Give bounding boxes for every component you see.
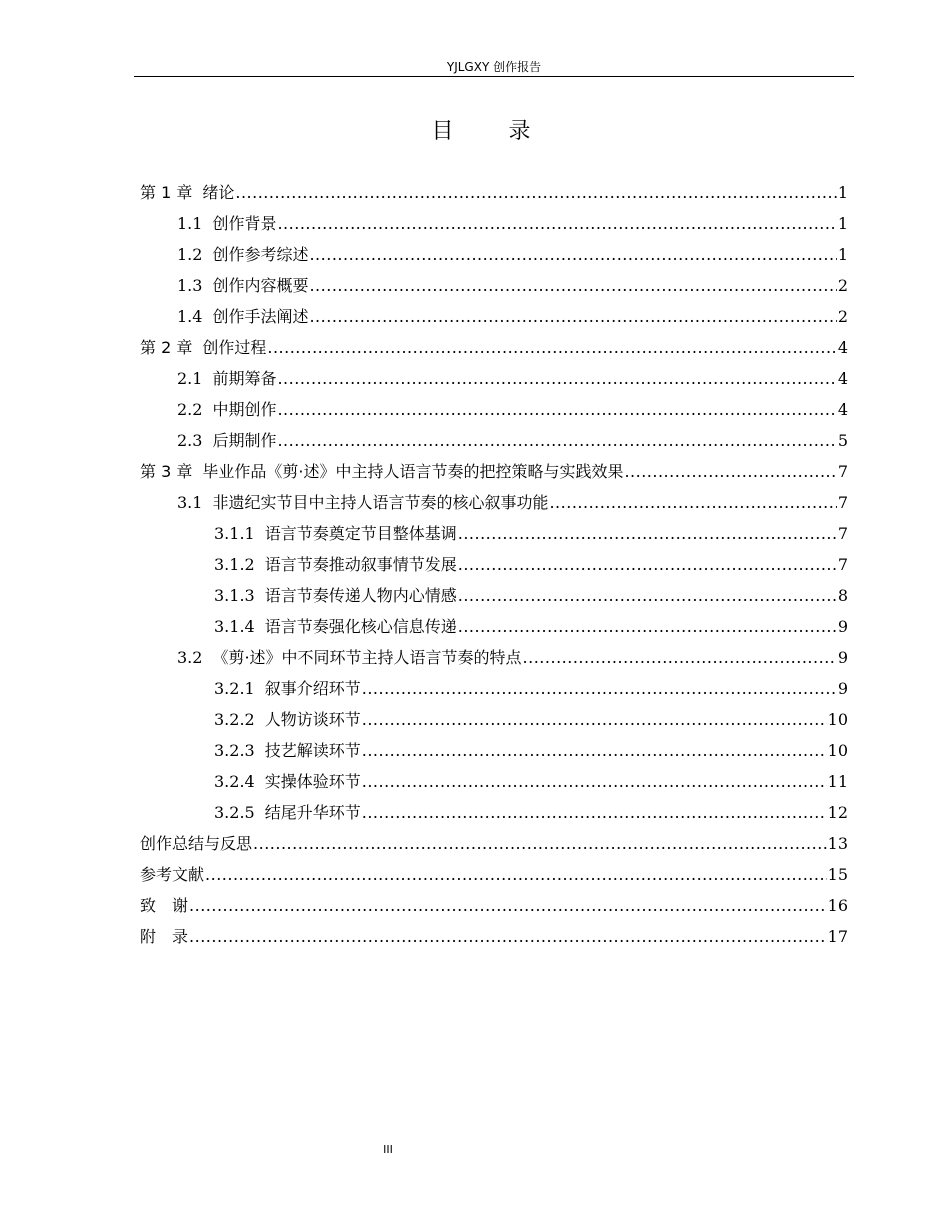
toc-entry-number: 1.2 [177, 245, 203, 264]
toc-entry-appendix[interactable] [140, 921, 848, 952]
toc-entry-text: 非遗纪实节目中主持人语言节奏的核心叙事功能 [212, 493, 549, 512]
toc-entry-page: 4 [837, 369, 848, 388]
dot-leader [309, 239, 836, 270]
toc-entry-number: 第 1 章 [140, 183, 193, 202]
toc-entry-text: 结尾升华环节 [264, 803, 361, 822]
toc-entry-text: 创作背景 [212, 214, 277, 233]
dot-leader [277, 425, 836, 456]
toc-entry-summary[interactable] [140, 828, 848, 859]
dot-leader [205, 859, 827, 890]
toc-entry-text: 创作内容概要 [212, 276, 309, 295]
toc-entry-page: 1 [837, 214, 848, 233]
toc-entry-ch1[interactable] [140, 177, 848, 208]
toc-entry-text: 后期制作 [212, 431, 277, 450]
table-of-contents [140, 177, 848, 952]
toc-entry-page: 9 [837, 648, 848, 667]
toc-entry-number: 第 3 章 [140, 462, 193, 481]
dot-leader [523, 642, 837, 673]
toc-entry-text: 技艺解读环节 [264, 741, 361, 760]
dot-leader [235, 177, 836, 208]
dot-leader [362, 766, 827, 797]
toc-entry-text: 创作过程 [202, 338, 267, 357]
toc-entry-text: 中期创作 [212, 400, 277, 419]
toc-entry-number: 1.1 [177, 214, 203, 233]
dot-leader [362, 673, 837, 704]
toc-entry-number: 3.2.4 [214, 772, 255, 791]
toc-entry-1-1[interactable] [140, 208, 848, 239]
toc-entry-text: 前期筹备 [212, 369, 277, 388]
toc-entry-text: 语言节奏推动叙事情节发展 [264, 555, 457, 574]
toc-entry-number: 3.2.2 [214, 710, 255, 729]
toc-entry-number: 3.1.3 [214, 586, 255, 605]
toc-entry-text: 叙事介绍环节 [264, 679, 361, 698]
toc-entry-3-1-3[interactable] [140, 580, 848, 611]
dot-leader [277, 363, 836, 394]
toc-entry-text: 创作手法阐述 [212, 307, 309, 326]
toc-entry-3-2-5[interactable] [140, 797, 848, 828]
toc-entry-text: 参考文献 [140, 865, 205, 884]
page-header: YJLGXY 创作报告 [446, 60, 542, 74]
toc-entry-page: 7 [837, 493, 848, 512]
toc-entry-page: 7 [837, 524, 848, 543]
toc-entry-page: 2 [837, 276, 848, 295]
toc-entry-number: 3.1 [177, 493, 203, 512]
page-number-footer: III [383, 1143, 393, 1156]
toc-entry-3-1-2[interactable] [140, 549, 848, 580]
dot-leader [277, 208, 836, 239]
toc-entry-text: 致 谢 [140, 896, 189, 915]
toc-entry-number: 1.4 [177, 307, 203, 326]
toc-entry-page: 8 [837, 586, 848, 605]
toc-entry-number: 2.2 [177, 400, 203, 419]
toc-entry-number: 3.2.3 [214, 741, 255, 760]
toc-title: 目 录 [431, 119, 555, 144]
toc-entry-page: 5 [837, 431, 848, 450]
toc-entry-page: 2 [837, 307, 848, 326]
toc-entry-page: 4 [837, 400, 848, 419]
toc-entry-text: 语言节奏传递人物内心情感 [264, 586, 457, 605]
dot-leader [362, 735, 827, 766]
dot-leader [458, 580, 837, 611]
toc-entry-3-1-1[interactable] [140, 518, 848, 549]
toc-entry-page: 9 [837, 617, 848, 636]
toc-entry-3-2-1[interactable] [140, 673, 848, 704]
toc-entry-page: 7 [837, 555, 848, 574]
toc-entry-ch3[interactable] [140, 456, 848, 487]
toc-entry-page: 1 [837, 245, 848, 264]
toc-entry-page: 4 [837, 338, 848, 357]
toc-entry-page: 7 [837, 462, 848, 481]
dot-leader [267, 332, 836, 363]
toc-entry-page: 1 [837, 183, 848, 202]
dot-leader [362, 797, 827, 828]
toc-entry-number: 第 2 章 [140, 338, 193, 357]
toc-entry-ch2[interactable] [140, 332, 848, 363]
toc-entry-acknowledgements[interactable] [140, 890, 848, 921]
toc-entry-page: 9 [837, 679, 848, 698]
toc-entry-3-2[interactable] [140, 642, 848, 673]
toc-entry-page: 17 [827, 927, 848, 946]
toc-entry-text: 绪论 [202, 183, 235, 202]
dot-leader [362, 704, 827, 735]
toc-entry-page: 13 [827, 834, 848, 853]
toc-entry-3-2-3[interactable] [140, 735, 848, 766]
toc-entry-1-2[interactable] [140, 239, 848, 270]
dot-leader [458, 611, 837, 642]
toc-entry-text: 语言节奏奠定节目整体基调 [264, 524, 457, 543]
toc-entry-number: 3.1.4 [214, 617, 255, 636]
toc-entry-text: 创作参考综述 [212, 245, 309, 264]
dot-leader [309, 301, 836, 332]
toc-entry-3-2-2[interactable] [140, 704, 848, 735]
toc-entry-page: 11 [827, 772, 848, 791]
toc-entry-number: 3.2.5 [214, 803, 255, 822]
toc-entry-number: 3.1.1 [214, 524, 255, 543]
toc-entry-3-1[interactable] [140, 487, 848, 518]
toc-entry-number: 2.3 [177, 431, 203, 450]
toc-entry-text: 《剪·述》中不同环节主持人语言节奏的特点 [212, 648, 522, 667]
toc-entry-page: 10 [827, 710, 848, 729]
toc-entry-page: 15 [827, 865, 848, 884]
toc-entry-3-1-4[interactable] [140, 611, 848, 642]
toc-entry-1-4[interactable] [140, 301, 848, 332]
dot-leader [253, 828, 827, 859]
dot-leader [277, 394, 836, 425]
header-rule [134, 76, 854, 77]
toc-entry-text: 实操体验环节 [264, 772, 361, 791]
toc-entry-2-3[interactable] [140, 425, 848, 456]
toc-entry-text: 人物访谈环节 [264, 710, 361, 729]
dot-leader [624, 456, 836, 487]
dot-leader [549, 487, 836, 518]
toc-entry-2-1[interactable] [140, 363, 848, 394]
toc-entry-page: 10 [827, 741, 848, 760]
dot-leader [458, 549, 837, 580]
toc-entry-number: 3.2.1 [214, 679, 255, 698]
dot-leader [458, 518, 837, 549]
toc-entry-text: 附 录 [140, 927, 189, 946]
toc-entry-number: 3.2 [177, 648, 203, 667]
dot-leader [189, 890, 827, 921]
toc-entry-page: 12 [827, 803, 848, 822]
dot-leader [309, 270, 836, 301]
toc-entry-number: 3.1.2 [214, 555, 255, 574]
toc-entry-number: 1.3 [177, 276, 203, 295]
toc-entry-3-2-4[interactable] [140, 766, 848, 797]
toc-entry-text: 创作总结与反思 [140, 834, 253, 853]
toc-entry-text: 毕业作品《剪·述》中主持人语言节奏的把控策略与实践效果 [202, 462, 624, 481]
toc-entry-text: 语言节奏强化核心信息传递 [264, 617, 457, 636]
toc-entry-number: 2.1 [177, 369, 203, 388]
toc-entry-2-2[interactable] [140, 394, 848, 425]
toc-entry-1-3[interactable] [140, 270, 848, 301]
toc-entry-page: 16 [827, 896, 848, 915]
dot-leader [189, 921, 827, 952]
toc-entry-references[interactable] [140, 859, 848, 890]
